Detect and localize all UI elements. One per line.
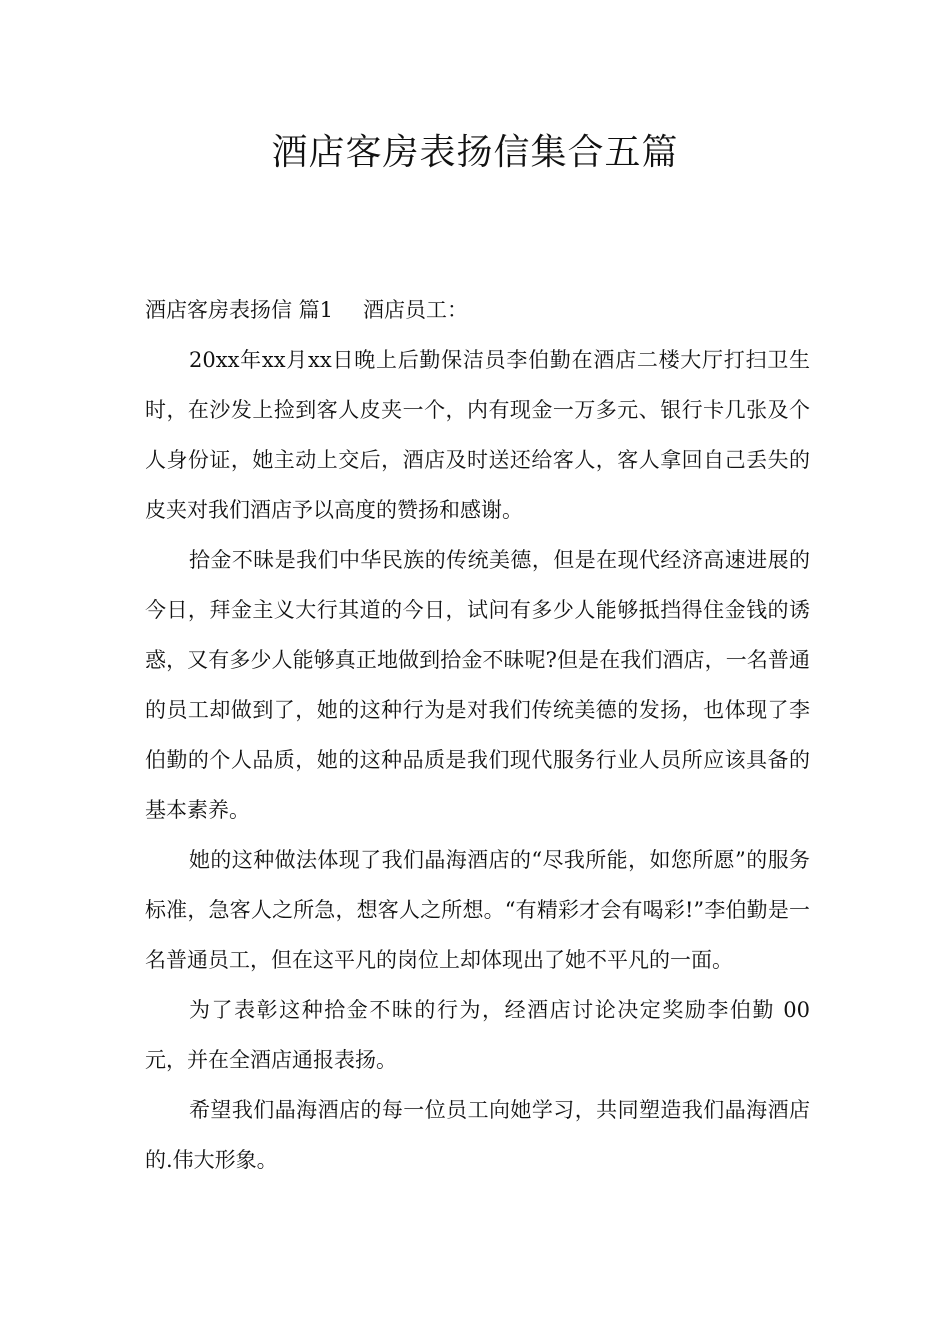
paragraph-3: 她的这种做法体现了我们晶海酒店的“尽我所能，如您所愿”的服务标准，急客人之所急，想客人之所想。“有精彩才会有喝彩!”李伯勤是一名普通员工，但在这平凡的岗位上却体现出了她不平凡的一面。 [145, 848, 810, 972]
document-body [145, 285, 810, 1185]
paragraph-1: 20xx年xx月xx日晚上后勤保洁员李伯勤在酒店二楼大厅打扫卫生时，在沙发上捡到客人皮夹一个，内有现金一万多元、银行卡几张及个人身份证，她主动上交后，酒店及时送还给客人，客人拿回自己丢失的皮夹对我们酒店予以高度的赞扬和感谢。 [145, 348, 810, 522]
paragraph-4: 为了表彰这种拾金不昧的行为，经酒店讨论决定奖励李伯勤 00元，并在全酒店通报表扬。 [145, 998, 810, 1072]
section-heading: 酒店客房表扬信 篇1 [145, 298, 334, 322]
document-title: 酒店客房表扬信集合五篇 [271, 132, 679, 173]
paragraph-5: 希望我们晶海酒店的每一位员工向她学习，共同塑造我们晶海酒店的.伟大形象。 [145, 1098, 810, 1172]
paragraph-2: 拾金不昧是我们中华民族的传统美德，但是在现代经济高速进展的今日，拜金主义大行其道的今日，试问有多少人能够抵挡得住金钱的诱惑，又有多少人能够真正地做到拾金不昧呢?但是在我们酒店，一名普通的员工却做到了，她的这种行为是对我们传统美德的发扬，也体现了李伯勤的个人品质，她的这种品质是我们现代服务行业人员所应该具备的基本素养。 [145, 548, 810, 822]
salutation: 酒店员工： [363, 298, 469, 322]
section-heading-line [145, 285, 810, 335]
